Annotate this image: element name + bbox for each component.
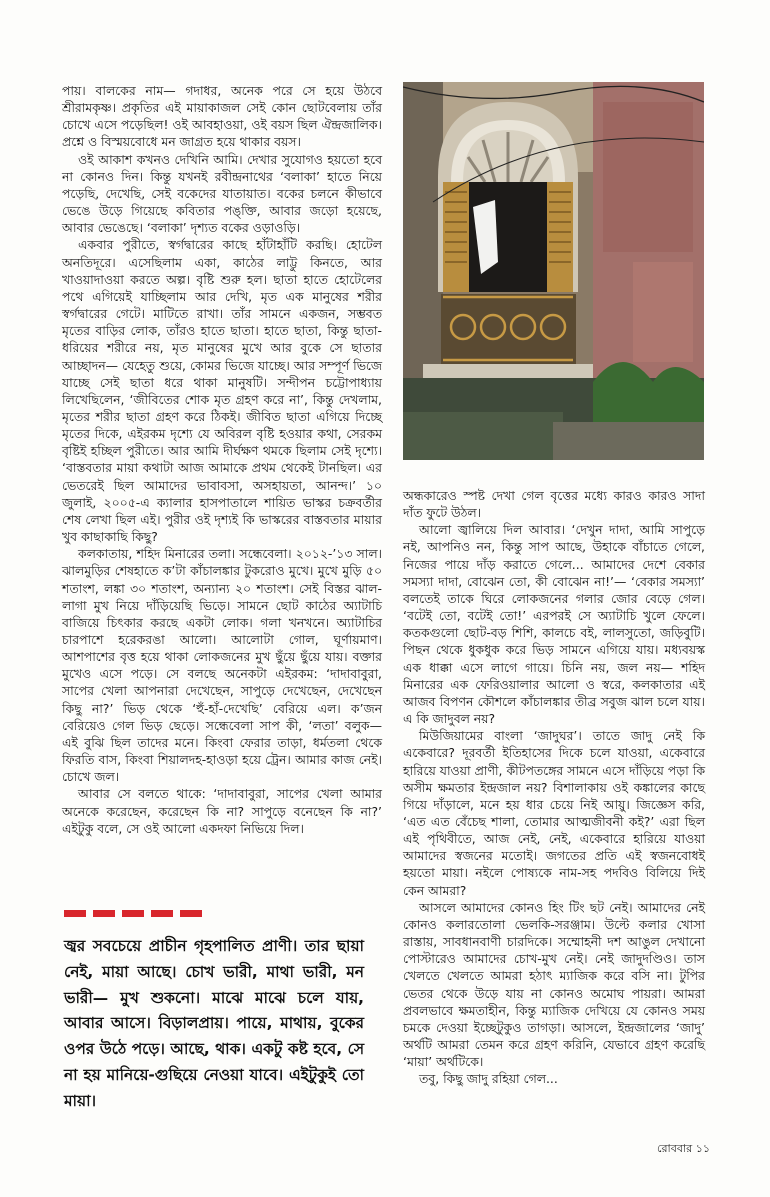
- dash: [122, 910, 144, 917]
- page-footer: রোববার ১১: [657, 1142, 710, 1155]
- red-dash-divider: [64, 910, 224, 918]
- paragraph: আসলে আমাদের কোনও হিং টিং ছট নেই। আমাদের নেই কোনও কলারতোলা ভেলকি-সরঞ্জাম। উল্টে কলার খোসা রাস্তায়, সাবধানবাণী চারদিকে। সম্মোহনী দশ আঙুল দেখানো পোস্টারেও আমাদের চোখ-মুখ নেই। নেই জাদুদণ্ডিও। তাস খেলতে খেলতে আমরা হঠাৎ ম্যাজিক করে বসি না। টুপির ভেতর থেকে উড়ে যায় না কোনও অমোঘ পায়রা। আমরা প্রবলভাবে ক্ষমতাহীন, কিন্তু ম্যাজিক দেখিয়ে যে কোনও সময় চমকে দেওয়া ইচ্ছেটুকুও তাগড়া। আসলে, ইন্দ্রজালের ‘জাদু’ অর্থটি আমরা তেমন করে গ্রহণ করিনি, যেভাবে গ্রহণ করেছি ‘মায়া’ অর্থটিকে।: [403, 899, 705, 1070]
- dash: [180, 910, 202, 917]
- paragraph: ওই আকাশ কখনও দেখিনি আমি। দেখার সুযোগও হয়তো হবে না কোনও দিন। কিন্তু যখনই রবীন্দ্রনাথের ‘বলাকা’ হাতে নিয়ে পড়েছি, দেখেছি, সেই বকেদের যাতায়াত। বকের চলনে কীভাবে ভেঙে উড়ে গিয়েছে কবিতার পঙ্‌ক্তি, আবার জড়ো হয়েছে, আবার ভেঙেছে। ‘বলাকা’ দৃশ্যত বকের ওড়াওড়ি।: [62, 151, 382, 236]
- dash: [64, 910, 86, 917]
- paragraph: পায়। বালকের নাম— গদাধর, অনেক পরে সে হয়ে উঠবে শ্রীরামকৃষ্ণ। প্রকৃতির এই মায়াকাজল সেই কোন ছোটবেলায় তাঁর চোখে এসে পড়েছিল! ওই আবহাওয়া, ওই বয়স ছিল ঐন্দ্রজালিক। প্রশ্নে ও বিস্ময়বোধে মন জাগ্রত হয়ে থাকার বয়স।: [62, 83, 382, 150]
- paragraph: অন্ধকারেও স্পষ্ট দেখা গেল বৃত্তের মধ্যে কারও কারও সাদা দাঁত ফুটে উঠল।: [403, 488, 705, 521]
- left-text-column: [62, 82, 382, 837]
- paragraph: মিউজিয়ামের বাংলা ‘জাদুঘর’। তাতে জাদু নেই কি একেবারে? দূরবর্তী ইতিহাসের দিকে চলে যাওয়া, একেবারে হারিয়ে যাওয়া প্রাণী, কীটপতঙ্গের সামনে এসে দাঁড়িয়ে পড়া কি অসীম ক্ষমতার ইন্দ্রজাল নয়? বিশালাকায় ওই কঙ্কালের কাছে গিয়ে দাঁড়ালে, মনে হয় ধার চেয়ে নিই আয়ু। জিজ্ঞেস করি, ‘এত এত বেঁচেছ শালা, তোমার আত্মজীবনী কই?’ এরা ছিল এই পৃথিবীতে, আজ নেই, নেই, একেবারে হারিয়ে যাওয়া আমাদের স্বজনের মতোই। জগতের প্রতি এই স্বজনবোধই হয়তো মায়া। নইলে পোষ্যকে নাম-সহ পদবিও বিলিয়ে দিই কেন আমরা?: [403, 728, 705, 898]
- paragraph: আবার সে বলতে থাকে: ‘দাদাবাবুরা, সাপের খেলা আমার অনেকে করেছেন, করেছেন কি না? সাপুড়ে বনেছেন কি না?’ এইটুকু বলে, সে ওই আলো একদফা নিভিয়ে দিল।: [62, 786, 382, 836]
- paragraph: একবার পুরীতে, স্বর্গদ্বারের কাছে হাঁটাহাঁটি করছি। হোটেল অনতিদূরে। এসেছিলাম একা, কাঠের লাট্টু কিনতে, আর খাওয়াদাওয়া করতে অল্প। বৃষ্টি শুরু হল। ছাতা হাতে হোটেলের পথে এগিয়েই যাচ্ছিলাম আর দেখি, মৃত এক মানুষের শরীর স্বর্গদ্বারের গেটে। মাটিতে রাখা। তাঁর সামনে একজন, সম্ভবত মৃতের বাড়ির লোক, তাঁরও হাতে ছাতা। হাতে ছাতা, কিন্তু ছাতা-ধরিয়ের শরীরে নয়, মৃত মানুষের মুখে আর বুকে সে ছাতার আচ্ছাদন— যেহেতু শুয়ে, কোমর ভিজে যাচ্ছে। আর সম্পূর্ণ ভিজে যাচ্ছে সেই ছাতা ধরে থাকা মানুষটি। সন্দীপন চট্টোপাধ্যায় লিখেছিলেন, ‘জীবিতের শোক মৃত গ্রহণ করে না’, কিন্তু দেখলাম, মৃতের শরীর ছাতা গ্রহণ করে ঠিকই। জীবিত ছাতা এগিয়ে দিচ্ছে মৃতের দিকে, এইরকম দৃশ্যে যে অবিরল বৃষ্টি হওয়ার কথা, সেরকম বৃষ্টিই হচ্ছিল পুরীতে। আর আমি দীর্ঘক্ষণ থমকে ছিলাম সেই দৃশ্যে। ‘বাস্তবতার মায়া কথাটা আজ আমাকে প্রথম থেকেই টানছিল। এর ভেতরেই ছিল আমাদের ভাবাবসা, অসহায়তা, আনন্দ।’ ১০ জুলাই, ২০০৫-এ ক্যালার হাসপাতালে শায়িত ভাস্কর চক্রবর্তীর শেষ লেখা ছিল এই। পুরীর ওই দৃশ্যই কি ভাস্করের বাস্তবতার মায়ার খুব কাছাকাছি কিছু?: [62, 237, 382, 545]
- paragraph: কলকাতায়, শহিদ মিনারের তলা। সন্ধেবেলা। ২০১২-’১৩ সাল। ঝালমুড়ির শেষহাতে ক’টা কাঁচালঙ্কার টুকরোও মুখে। মুখে মুড়ি ৫০ শতাংশ, লঙ্কা ৩০ শতাংশ, অন্যান্য ২০ শতাংশ। সেই বিস্তর ঝাল-লাগা মুখ নিয়ে দাঁড়িয়েছি ভিড়ে। সামনে ছোট কাঠের অ্যাটাচি বাজিয়ে চিৎকার করছে একটা লোক। গলা খনখনে। অ্যাটাচির চারপাশে হরেকরঙা আলো। আলোটা গোল, ঘূর্ণায়মাণ। আশপাশের বৃত্ত হয়ে থাকা লোকজনের মুখ ছুঁয়ে ছুঁয়ে যায়। বক্তার মুখেও এসে পড়ে। সে বলছে অনেকটা এইরকম: ‘দাদাবাবুরা, সাপের খেলা আপনারা দেখেছেন, সাপুড়ে দেখেছেন, দেখেছেন কিছু না?’ ভিড় থেকে ‘হুঁ-হাঁ-দেখেছি’ বেরিয়ে এল। ক’জন বেরিয়েও গেল ভিড় ছেড়ে। সন্ধেবেলা সাপ কী, ‘লতা’ বলুক— এই বুঝি ছিল তাদের মনে। কিংবা ফেরার তাড়া, ধর্মতলা থেকে ফিরতি বাস, কিংবা শিয়ালদহ-হাওড়া হয়ে ট্রেন। আমার কাজ নেই। চোখে জল।: [62, 546, 382, 785]
- paragraph: আলো জ্বালিয়ে দিল আবার। ‘দেখুন দাদা, আমি সাপুড়ে নই, আপনিও নন, কিন্তু সাপ আছে, উহাকে বাঁচাতে গেলে, নিজের পায়ে দাঁড় করাতে গেলে... আমাদের দেশে বেকার সমস্যা দাদা, বোঝেন তো, কী বোঝেন না!’— ‘বেকার সমস্যা’ বলতেই তাকে ঘিরে লোকজনের গলার জোর বেড়ে গেল। ‘বটেই তো, বটেই তো!’ এরপরই সে অ্যাটাচি খুলে ফেলে। কতকগুলো ছোট-বড় শিশি, কালচে বই, লালসুতো, জড়িবুটি। পিছন থেকে ধুকধুক করে ভিড় সামনে এগিয়ে যায়। মধ্যবয়স্ক এক ধাক্কা এসে লাগে গায়ে। চিনি নয়, জল নয়— শহিদ মিনারের এক ফেরিওয়ালার আলো ও স্বরে, কলকাতার এই আজব বিপণন কৌশলে কাঁচালঙ্কার তীব্র সবুজ ঝাল চলে যায়। এ কি জাদুবল নয়?: [403, 522, 705, 727]
- building-window-photo: [403, 82, 704, 460]
- dash: [151, 910, 173, 917]
- dash: [93, 910, 115, 917]
- pull-quote: জ্বর সবচেয়ে প্রাচীন গৃহপালিত প্রাণী। তার ছায়া নেই, মায়া আছে। চোখ ভারী, মাথা ভারী, মন ভারী— মুখ শুকনো। মাঝে মাঝে চলে যায়, আবার আসে। বিড়ালপ্রায়। পায়ে, মাথায়, বুকের ওপর উঠে পড়ে। আছে, থাক। একটু কষ্ট হবে, সে না হয় মানিয়ে-গুছিয়ে নেওয়া যাবে। এইটুকুই তো মায়া।: [64, 937, 364, 1110]
- photo-illustration: [403, 82, 704, 460]
- paragraph: তবু, কিছু জাদু রহিয়া গেল...: [419, 1071, 558, 1087]
- right-text-column: [403, 487, 705, 1087]
